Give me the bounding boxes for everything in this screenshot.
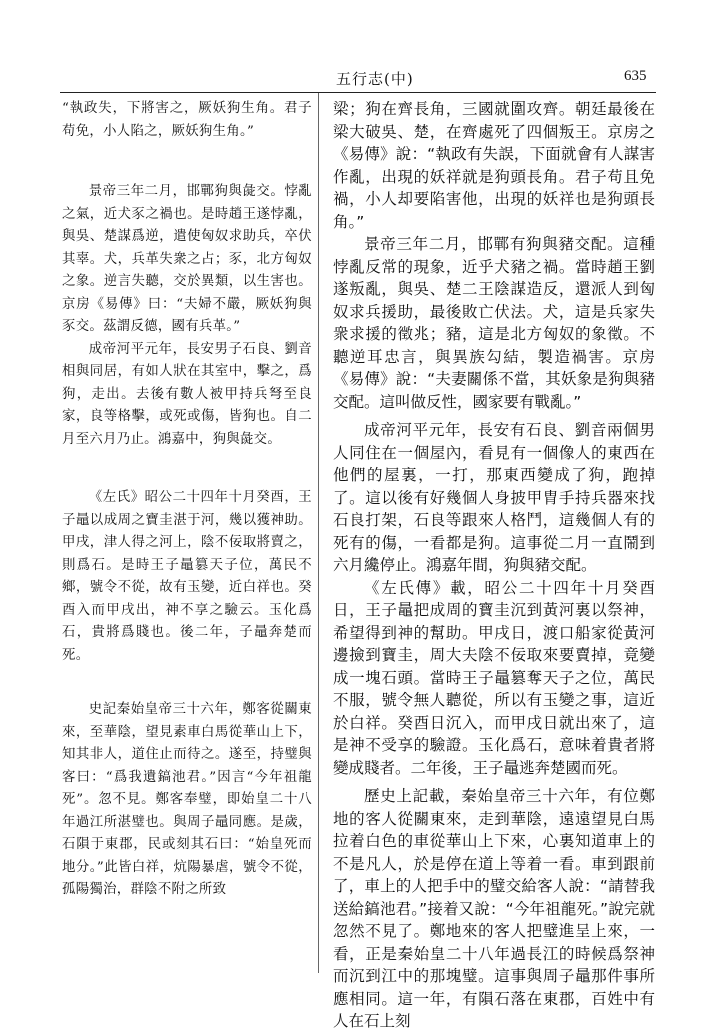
page-number: 635 [624,68,647,84]
column-divider [318,93,319,973]
translation-paragraph: 《左氏傳》載，昭公二十四年十月癸酉日，王子鼂把成周的寶圭沉到黃河裏以祭神，希望得到神的幫助。甲戌日，渡口船家從黃河邊撿到寶圭，周大夫陰不佞取來要賣掉，竟變成一塊石頭。當時王子鼂篡奪天子之位，萬民不服，號令無人聽從，所以有玉變之事，這近於白祥。癸酉日沉入，而甲戌日就出來了，這是神不受享的驗證。玉化爲石，意味着貴者將變成賤者。二年後，王子鼂逃奔楚國而死。 [333,578,655,777]
original-paragraph: 景帝三年二月，邯鄲狗與彘交。悖亂之氣，近犬豕之禍也。是時趙王遂悖亂，與吳、楚謀爲逆，遣使匈奴求助兵，卒伏其辜。犬，兵革失衆之占；豕，北方匈奴之象。逆言失聽，交於異類，以生害也。京房《易傳》曰：“夫婦不嚴，厥妖狗與豕交。茲謂反德，國有兵革。” [62,184,312,334]
translation-paragraph: 成帝河平元年，長安有石良、劉音兩個男人同住在一個屋內，看見有一個像人的東西在他們的屋裏，一打，那東西變成了狗，跑掉了。這以後有好幾個人身披甲胄手持兵器來找石良打架，石良等跟來人格鬥，這幾個人有的死有的傷，一看都是狗。這事從二月一直鬧到六月纔停止。鴻嘉年間，狗與豬交配。 [333,421,655,574]
running-header-title: 五行志(中) [336,70,414,88]
original-paragraph: 史記秦始皇帝三十六年，鄭客從關東來，至華陰，望見素車白馬從華山上下，知其非人，道住止而待之。遂至，持璧與客曰：“爲我遺鎬池君。”因言“今年祖龍死”。忽不見。鄭客奉璧，即始皇二十八年過江所湛璧也。與周子鼂同應。是歲，石隕于東郡，民或刻其石曰：“始皇死而地分。”此皆白祥，炕陽暴虐，號令不從，孤陽獨治，群陰不附之所致 [62,702,312,897]
original-paragraph: “執政失，下將害之，厥妖狗生角。君子苟免，小人陷之，厥妖狗生角。” [62,101,312,139]
original-text-column [62,98,312,902]
header-rule [60,92,656,93]
translation-column [333,98,655,1033]
translation-paragraph: 歷史上記載，秦始皇帝三十六年，有位鄭地的客人從關東來，走到華陰，遠遠望見白馬拉着白色的車從華山上下來，心裏知道車上的不是凡人，於是停在道上等着一看。車到跟前了，車上的人把手中的璧交給客人說：“請替我送給鎬池君。”接着又說：“今年祖龍死。”說完就忽然不見了。鄭地來的客人把璧進呈上來，一看，正是秦始皇二十八年過長江的時候爲祭神而沉到江中的那塊璧。這事與周子鼂那件事所應相同。這一年，有隕石落在東郡，百姓中有人在石上刻 [333,787,655,1030]
translation-paragraph: 梁；狗在齊長角，三國就圍攻齊。朝廷最後在梁大破吳、楚，在齊處死了四個叛王。京房之《易傳》說：“執政有失誤，下面就會有人謀害作亂，出現的妖祥就是狗頭長角。君子苟且免禍，小人却要陷害他，出現的妖祥也是狗頭長角。” [333,100,655,231]
original-paragraph: 成帝河平元年，長安男子石良、劉音相與同居，有如人狀在其室中，擊之，爲狗，走出。去後有數人被甲持兵弩至良家，良等格擊，或死或傷，皆狗也。自二月至六月乃止。鴻嘉中，狗與彘交。 [62,341,312,447]
translation-paragraph: 景帝三年二月，邯鄲有狗與豬交配。這種悖亂反常的現象，近乎犬豬之禍。當時趙王劉遂叛亂，與吳、楚二王陰謀造反，還派人到匈奴求兵援助，最後敗亡伏法。犬，這是兵家失衆求援的徵兆；豬，這是北方匈奴的象徵。不聽逆耳忠言，與異族勾結，製造禍害。京房《易傳》說：“夫妻關係不當，其妖象是狗與豬交配。這叫做反性，國家要有戰亂。” [333,235,655,411]
original-paragraph: 《左氏》昭公二十四年十月癸酉，王子鼂以成周之寶圭湛于河，幾以獲神助。甲戌，津人得之河上，陰不佞取將賣之，則爲石。是時王子鼂篡天子位，萬民不鄉，號令不從，故有玉變，近白祥也。癸酉入而甲戌出，神不享之驗云。玉化爲石，貴將爲賤也。後二年，子鼂奔楚而死。 [62,490,312,663]
